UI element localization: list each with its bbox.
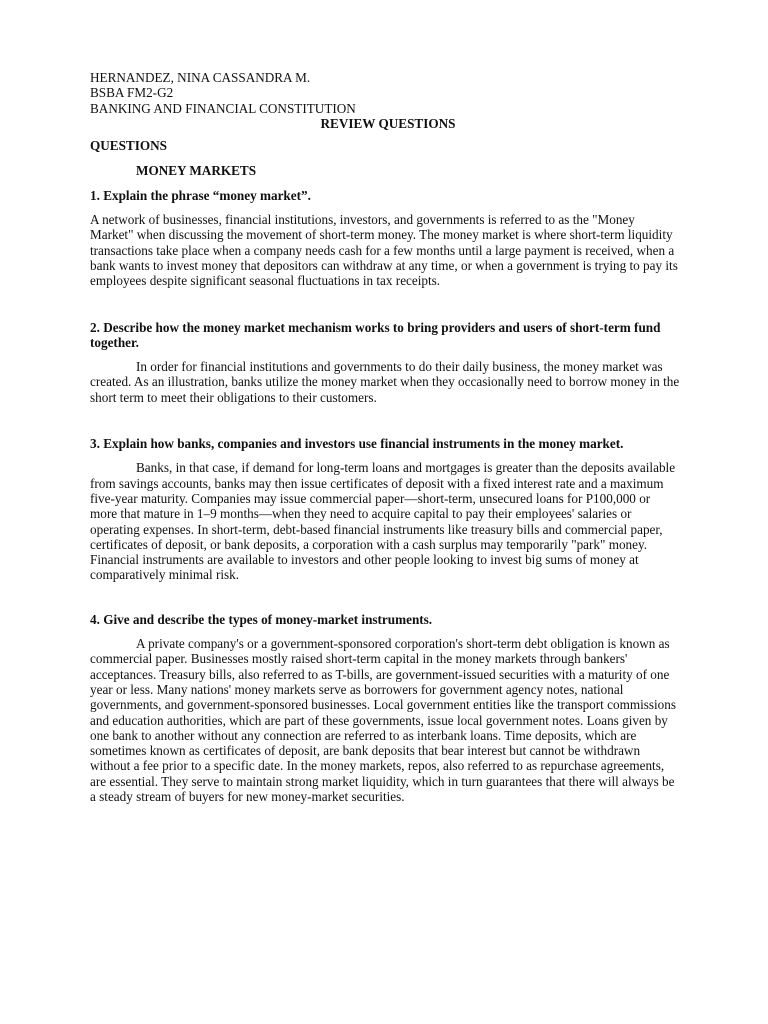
document-title: REVIEW QUESTIONS — [320, 115, 456, 131]
document-page — [90, 70, 680, 804]
section-title: MONEY MARKETS — [136, 163, 257, 179]
answer-1: A network of businesses, financial institutions, investors, and governments is referred to as the "Money Market" when discussing the movement of short-term money. The money market is where short-term liquidity transactions take place when a company needs cash for a few months until a large payment is received, when a bank wants to invest money that depositors can withdraw at any time, or when a government is trying to pay its employees despite significant seasonal fluctuations in tax receipts. — [90, 212, 678, 289]
answer-2: In order for financial institutions and governments to do their daily business, the money market was created. As an illustration, banks utilize the money market when they occasionally need to borrow money in the short term to meet their obligations to their customers. — [90, 359, 680, 405]
student-section: BSBA FM2-G2 — [90, 85, 174, 101]
question-3: 3. Explain how banks, companies and investors use financial instruments in the money market. — [90, 436, 624, 452]
course-title: BANKING AND FINANCIAL CONSTITUTION — [90, 100, 356, 116]
author-name: HERNANDEZ, NINA CASSANDRA M. — [90, 70, 311, 85]
question-2: 2. Describe how the money market mechanism works to bring providers and users of short-term fund together. — [90, 319, 661, 350]
question-1: 1. Explain the phrase “money market”. — [90, 187, 311, 203]
answer-4: A private company's or a government-sponsored corporation's short-term debt obligation is known as commercial paper. Businesses mostly raised short-term capital in the money markets through bankers' acceptances. Treasury bills, also referred to as T-bills, are government-issued securities with a maturity of one year or less. Many nations' money markets serve as borrowers for government agency notes, national governments, and government-sponsored businesses. Local government entities like the transport commissions and education authorities, which are part of these governments, issue local government notes. Loans given by one bank to another without any connection are referred to as interbank loans. Time deposits, which are sometimes known as certificates of deposit, are bank deposits that bear interest but cannot be withdrawn without a fee prior to a specific date. In the money markets, repos, also referred to as repurchase agreements, are essential. They serve to maintain strong market liquidity, which in turn guarantees that there will always be a steady stream of buyers for new money-market securities. — [90, 636, 676, 804]
question-4: 4. Give and describe the types of money-market instruments. — [90, 611, 433, 627]
answer-3: Banks, in that case, if demand for long-term loans and mortgages is greater than the deposits available from savings accounts, banks may then issue certificates of deposit with a fixed interest rate and a maximum five-year maturity. Companies may issue commercial paper—short-term, unsecured loans for P100,000 or more that mature in 1–9 months—when they need to acquire capital to pay their employees' salaries or operating expenses. In short-term, debt-based financial instruments like treasury bills and commercial paper, certificates of deposit, or bank deposits, a corporation with a cash surplus may temporarily "park" money. Financial instruments are available to investors and other people looking to invest big sums of money at comparatively minimal risk. — [90, 460, 676, 583]
questions-label: QUESTIONS — [90, 138, 167, 154]
